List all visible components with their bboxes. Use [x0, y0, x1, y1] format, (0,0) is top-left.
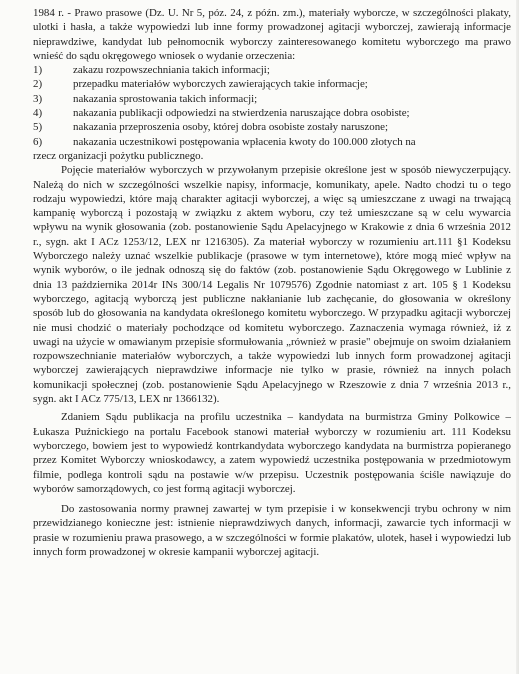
intro-paragraph: 1984 r. - Prawo prasowe (Dz. U. Nr 5, póz. 24, z późn. zm.), materiały wyborcze, w szczególności plakaty, ulotki i hasła, a także wypowiedzi lub inne formy prowadzonej agitacji wyborczej, zawierają informacje nieprawdziwe, kandydat lub pełnomocnik wyborczy zainteresowanego komitetu wyborczego ma prawo wnieść do sądu okręgowego wniosek o wydanie orzeczenia: [33, 7, 511, 62]
list-item-text: nakazania sprostowania takich informacji; [73, 92, 258, 105]
list-item-number: 6) [33, 135, 43, 148]
list-item [33, 77, 511, 91]
list-item [33, 63, 511, 77]
list-item [33, 92, 511, 106]
list-item-text: nakazania publikacji odpowiedzi na stwierdzenia naruszające dobra osobiste; [73, 107, 410, 120]
list-item-number: 3) [33, 92, 43, 105]
list-item [33, 135, 511, 149]
list-item-text: nakazania uczestnikowi postępowania wpłacenia kwoty do 100.000 złotych na [73, 135, 416, 148]
paragraph-legal-norm: Do zastosowania normy prawnej zawartej w tym przepisie i w konsekwencji trybu ochrony w nim przewidzianego konieczne jest: istnienie nieprawdziwych danych, informacji, zawarcie tych informacji w prasie w rozumieniu prawa prasowego, a w szczególności w formie plakatów, ulotek, haseł i wypowiedzi lub innych form prowadzonej w okresie kampanii wyborczej agitacji. [33, 503, 511, 558]
list-item-continuation: rzecz organizacji pożytku publicznego. [33, 149, 204, 162]
list-item-text: przepadku materiałów wyborczych zawierających takie informacje; [73, 78, 368, 91]
list-item-number: 2) [33, 78, 43, 91]
list-item [33, 106, 511, 120]
paragraph-materials-definition: Pojęcie materiałów wyborczych w przywołanym przepisie określone jest w sposób niewyczerpujący. Należą do nich w szczególności wszelkie napisy, informacje, komunikaty, apele. Nadto chodzi tu o tego rodzaju wypowiedzi, które mają charakter agitacji wyborczej, a więc są umieszczane z uwagi na trwającą kampanię wyborczą i pozostają w związku z aktem wyboru, czy też umieszczane są w celu wywarcia wpływu na wynik głosowania (zob. postanowienie Sądu Apelacyjnego w Krakowie z dnia 6 września 2012 r., sygn. akt I ACz 1253/12, LEX nr 1216305). Za materiał wyborczy w rozumieniu art.111 §1 Kodeksu Wyborczego należy uznać wszelkie publikacje (prasowe w tym internetowe), które mogą mieć wpływ na wynik wyborów, o ile jednak odnoszą się do faktów (zob. postanowienie Sądu Okręgowego w Lublinie z dnia 13 października 2014r INs 300/14 Legalis Nr 1079576) Zgodnie natomiast z art. 105 § 1 Kodeksu wyborczego, agitacją wyborczą jest publiczne nakłanianie lub zachęcanie, do głosowania w określony sposób lub do głosowania na kandydata określonego komitetu wyborczego. W przypadku agitacji wyborczej nie musi chodzić o materiały pochodzące od komitetu wyborczego. Zaznaczenia wymaga również, iż z uwagi na użycie w omawianym przepisie sformułowania „również w prasie" obejmuje on swoim działaniem rozpowszechnianie materiałów wyborczych, a także wypowiedzi lub innych form prowadzonej agitacji wyborczej zawierających nieprawdziwe informacje nie tylko w prasie, również na innych polach komunikacji społecznej (zob. postanowienie Sądu Apelacyjnego w Rzeszowie z dnia 7 września 2013 r., sygn. akt I ACz 775/13, LEX nr 1366132). [33, 164, 511, 406]
list-item [33, 120, 511, 134]
list-item-number: 4) [33, 107, 43, 120]
list-item-text: zakazu rozpowszechniania takich informacji; [73, 64, 270, 77]
list-item-number: 5) [33, 121, 43, 134]
list-item-text: nakazania przeproszenia osoby, której dobra osobiste zostały naruszone; [73, 121, 389, 134]
list-item-number: 1) [33, 64, 43, 77]
order-list [33, 63, 511, 149]
paragraph-court-opinion: Zdaniem Sądu publikacja na profilu uczestnika – kandydata na burmistrza Gminy Polkowice – Łukasza Puźnickiego na portalu Facebook stanowi materiał wyborczy w rozumieniu art. 111 Kodeksu wyborczego, bowiem jest to wypowiedź kontrkandydata wyborczego kandydata na burmistrza popieranego przez Komitet Wyborczy wnioskodawcy, a zatem wypowiedź uczestnika postępowania w przedmiotowym filmie, podlega kontroli sądu na postawie w/w przepisu. Uczestnik postępowania ściśle nawiązuje do wyborów samorządowych, co jest formą agitacji wyborczej. [33, 411, 511, 495]
